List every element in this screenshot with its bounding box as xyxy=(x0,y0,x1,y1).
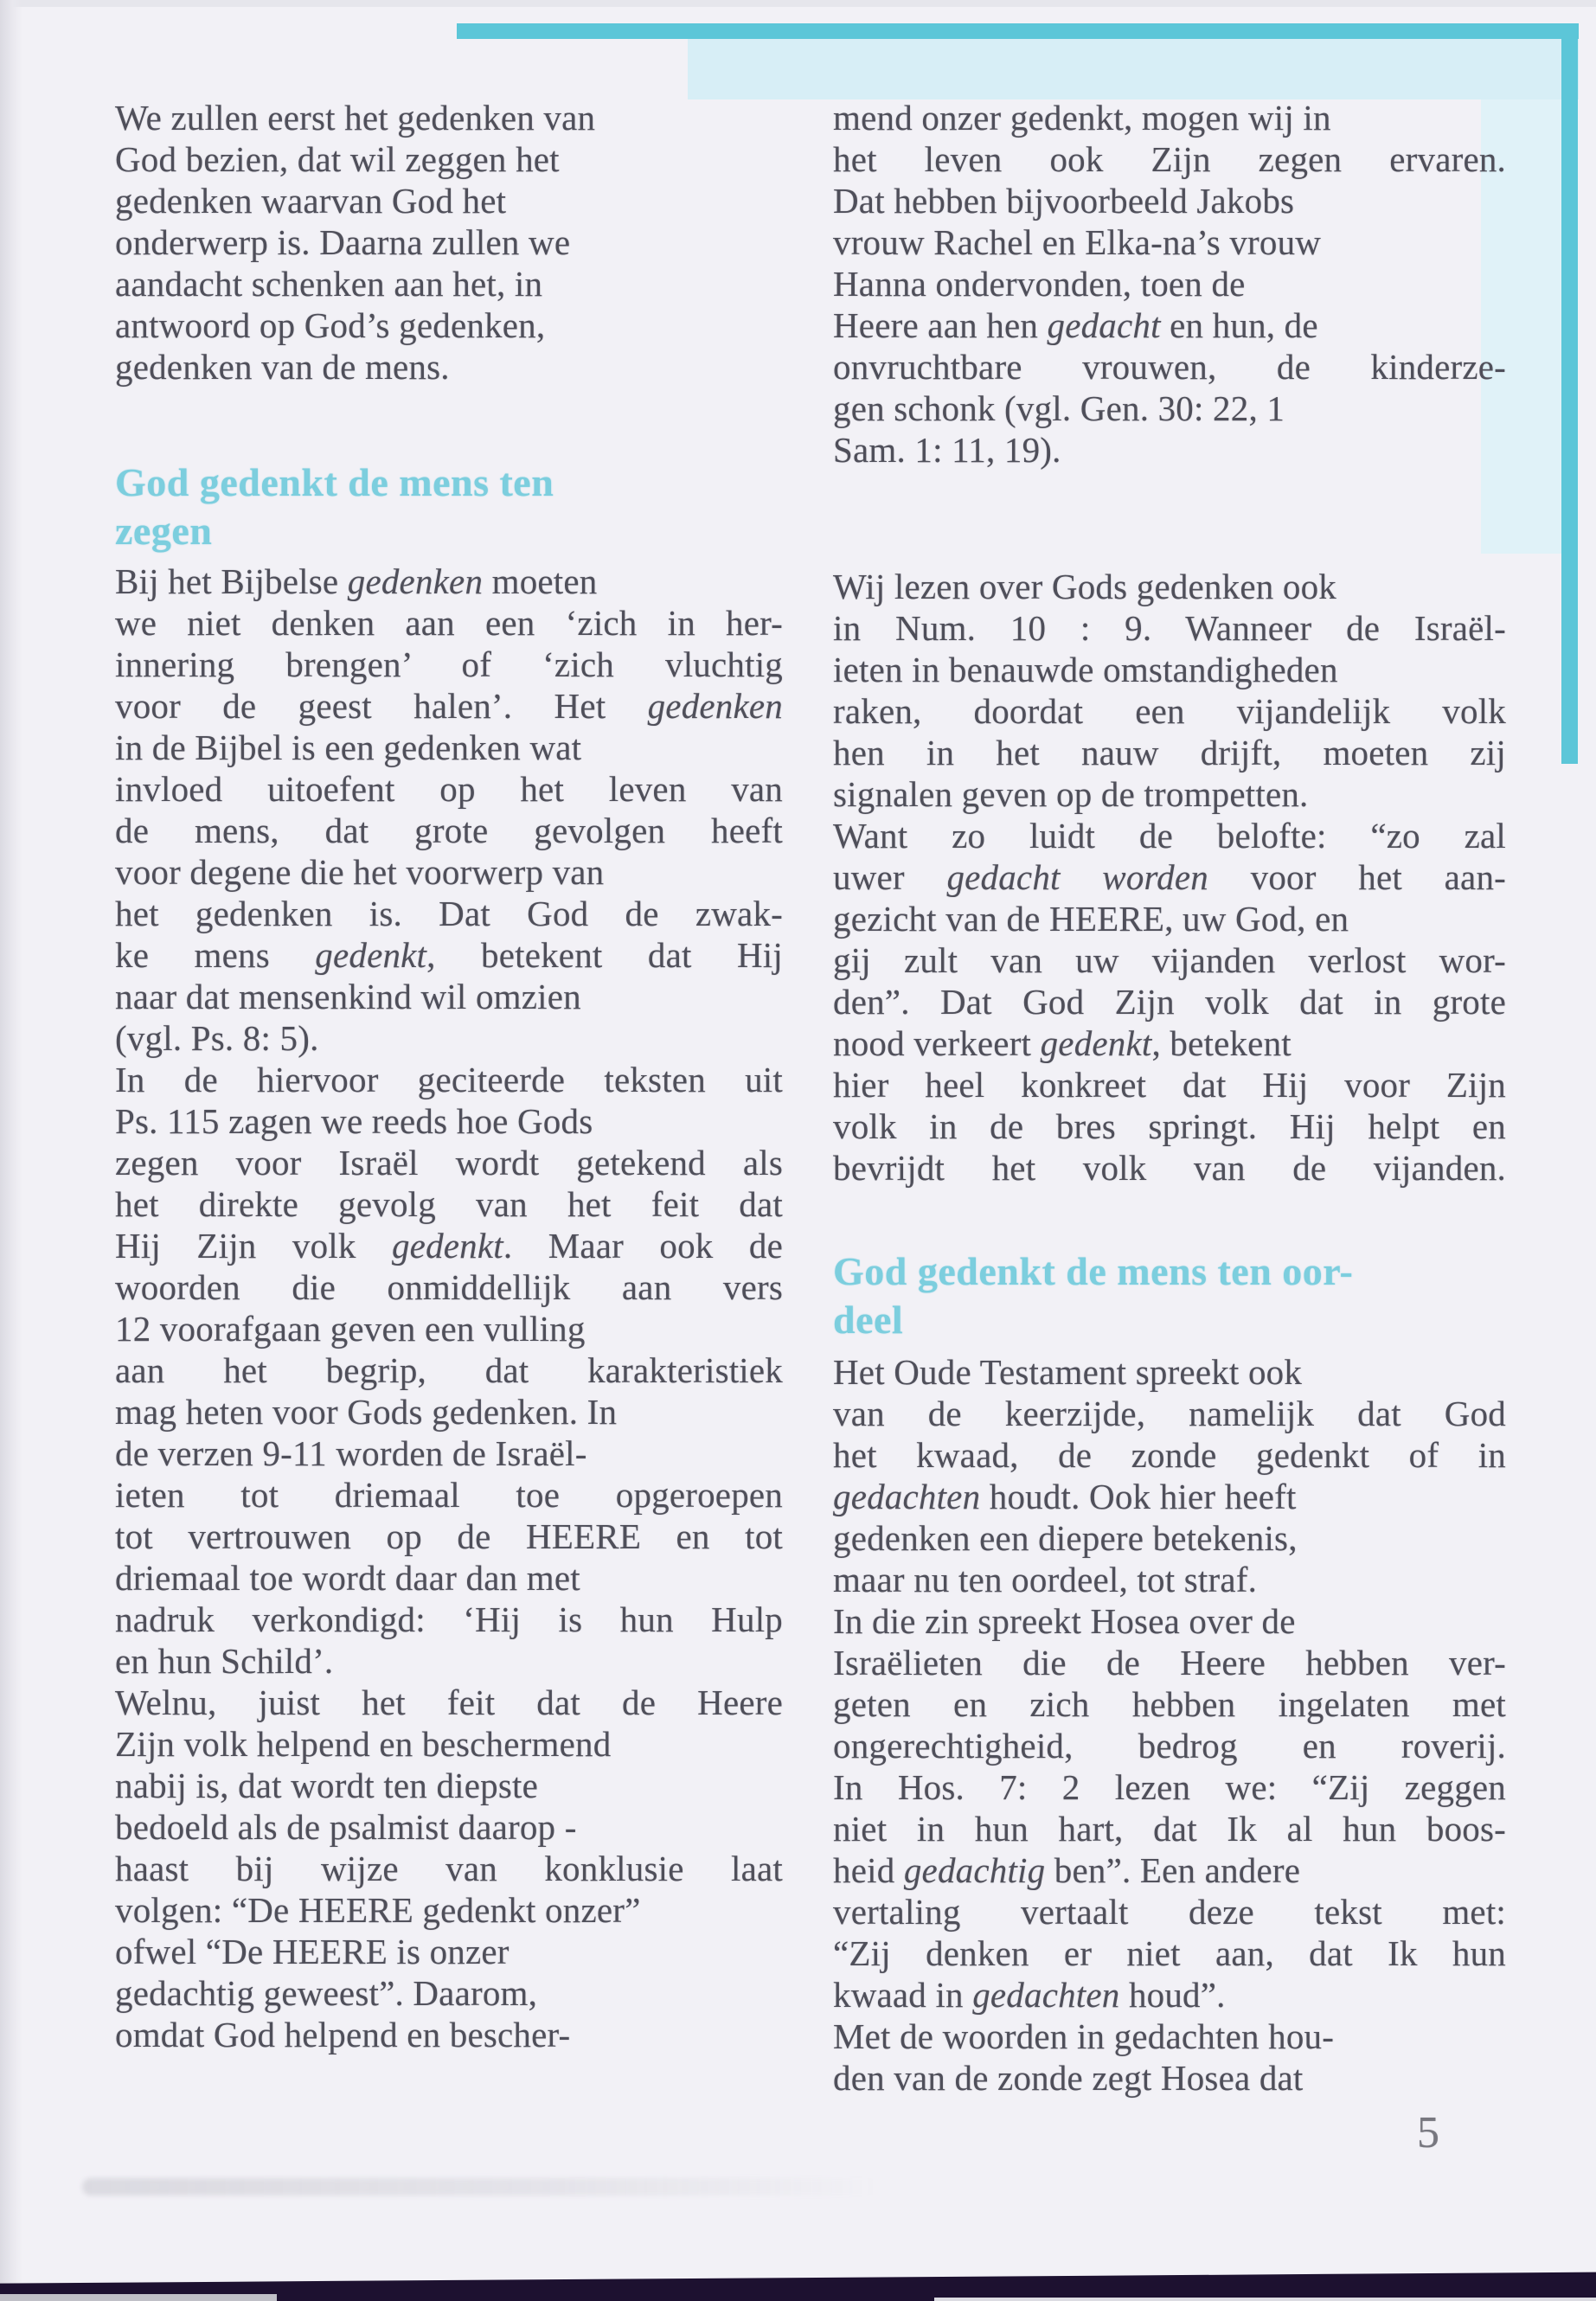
text-line: kwaad in gedachten houd”. xyxy=(833,1975,1226,2015)
text-line: hen in het nauw drijft, moeten zij xyxy=(833,733,1506,772)
text-line: ke mens gedenkt, betekent dat Hij xyxy=(115,935,783,975)
text-line: bedoeld als de psalmist daarop - xyxy=(115,1807,577,1847)
text-line: nood verkeert gedenkt, betekent xyxy=(833,1023,1292,1063)
text-line: den”. Dat God Zijn volk dat in grote xyxy=(833,982,1506,1022)
text-line: volk in de bres springt. Hij helpt en xyxy=(833,1106,1506,1146)
text-line: nadruk verkondigd: ‘Hij is hun Hulp xyxy=(115,1599,783,1639)
decor-teal-top-bar xyxy=(457,23,1579,39)
heading-line: God gedenkt de mens ten xyxy=(115,460,554,504)
paragraph-intro xyxy=(115,97,783,388)
text-line: omdat God helpend en bescher- xyxy=(115,2015,571,2054)
text-line: Hanna ondervonden, toen de xyxy=(833,264,1246,304)
text-line: woorden die onmiddellijk aan vers xyxy=(115,1267,783,1307)
text-line: naar dat mensenkind wil omzien xyxy=(115,977,581,1016)
text-line: driemaal toe wordt daar dan met xyxy=(115,1558,580,1598)
text-line: volgen: “De HEERE gedenkt onzer” xyxy=(115,1890,641,1930)
text-line: de mens, dat grote gevolgen heeft xyxy=(115,811,783,850)
text-line: signalen geven op de trompetten. xyxy=(833,774,1309,814)
text-line: Het Oude Testament spreekt ook xyxy=(833,1352,1303,1392)
section-heading-god-gedenkt-ten-oordeel xyxy=(833,1247,1506,1344)
paragraph-num-10-9 xyxy=(833,566,1506,1189)
text-line: onvruchtbare vrouwen, de kinderze- xyxy=(833,347,1506,387)
text-line: Met de woorden in gedachten hou- xyxy=(833,2016,1335,2056)
text-line: innering brengen’ of ‘zich vluchtig xyxy=(115,644,783,684)
text-line: voor de geest halen’. Het gedenken xyxy=(115,686,783,726)
paragraph-continuation xyxy=(833,97,1506,471)
heading-line: zegen xyxy=(115,509,213,553)
text-line: Welnu, juist het feit dat de Heere xyxy=(115,1682,783,1722)
text-line: de verzen 9-11 worden de Israël- xyxy=(115,1433,587,1473)
text-line: we niet denken aan een ‘zich in her- xyxy=(115,603,783,643)
heading-line: God gedenkt de mens ten oor- xyxy=(833,1249,1354,1293)
text-line: hier heel konkreet dat Hij voor Zijn xyxy=(833,1065,1506,1105)
text-line: In die zin spreekt Hosea over de xyxy=(833,1601,1296,1641)
text-line: maar nu ten oordeel, tot straf. xyxy=(833,1560,1258,1599)
text-line: Heere aan hen gedacht en hun, de xyxy=(833,305,1318,345)
text-line: In de hiervoor geciteerde teksten uit xyxy=(115,1060,783,1099)
text-line: ieten in benauwde omstandigheden xyxy=(833,650,1338,689)
text-line: raken, doordat een vijandelijk volk xyxy=(833,691,1506,731)
text-line: mag heten voor Gods gedenken. In xyxy=(115,1392,618,1432)
text-line: voor degene die het voorwerp van xyxy=(115,852,605,892)
text-line: (vgl. Ps. 8: 5). xyxy=(115,1018,319,1058)
text-line: van de keerzijde, namelijk dat God xyxy=(833,1394,1506,1433)
left-column xyxy=(115,97,783,2055)
text-line: Israëlieten die de Heere hebben ver- xyxy=(833,1643,1506,1682)
text-line: gedachten houdt. Ook hier heeft xyxy=(833,1477,1297,1516)
text-line: ofwel “De HEERE is onzer xyxy=(115,1932,510,1971)
text-line: bevrijdt het volk van de vijanden. xyxy=(833,1148,1506,1188)
text-line: aandacht schenken aan het, in xyxy=(115,264,543,304)
text-line: Hij Zijn volk gedenkt. Maar ook de xyxy=(115,1226,783,1266)
text-line: “Zij denken er niet aan, dat Ik hun xyxy=(833,1933,1506,1973)
text-line: antwoord op God’s gedenken, xyxy=(115,305,546,345)
paragraph-body-right xyxy=(833,1351,1506,2099)
text-line: Want zo luidt de belofte: “zo zal xyxy=(833,816,1506,856)
text-line: gedenken een diepere betekenis, xyxy=(833,1518,1298,1558)
scan-top-edge xyxy=(0,0,1596,7)
text-line: gedachtig geweest”. Daarom, xyxy=(115,1973,538,2013)
text-line: den van de zonde zegt Hosea dat xyxy=(833,2058,1304,2098)
text-line: het kwaad, de zonde gedenkt of in xyxy=(833,1435,1506,1475)
text-line: God bezien, dat wil zeggen het xyxy=(115,139,560,179)
text-line: heid gedachtig ben”. Een andere xyxy=(833,1850,1301,1890)
text-line: Bij het Bijbelse gedenken moeten xyxy=(115,561,598,601)
text-line: nabij is, dat wordt ten diepste xyxy=(115,1766,538,1805)
text-line: gij zult van uw vijanden verlost wor- xyxy=(833,940,1506,980)
text-line: geten en zich hebben ingelaten met xyxy=(833,1684,1506,1724)
text-line: We zullen eerst het gedenken van xyxy=(115,98,596,138)
section-heading-god-gedenkt-ten-zegen xyxy=(115,458,783,555)
text-line: ongerechtigheid, bedrog en roverij. xyxy=(833,1726,1506,1766)
text-line: uwer gedacht worden voor het aan- xyxy=(833,857,1506,897)
text-line: Wij lezen over Gods gedenken ook xyxy=(833,567,1336,606)
text-line: Dat hebben bijvoorbeeld Jakobs xyxy=(833,181,1295,221)
text-line: gezicht van de HEERE, uw God, en xyxy=(833,899,1349,939)
text-line: gedenken waarvan God het xyxy=(115,181,507,221)
scan-bottom-strip-right xyxy=(934,2298,1596,2301)
text-line: invloed uitoefent op het leven van xyxy=(115,769,783,809)
paragraph-body-left xyxy=(115,561,783,2055)
text-line: vrouw Rachel en Elka-na’s vrouw xyxy=(833,222,1322,262)
scan-smudge xyxy=(82,2178,878,2195)
text-line: In Hos. 7: 2 lezen we: “Zij zeggen xyxy=(833,1767,1506,1807)
text-line: Zijn volk helpend en beschermend xyxy=(115,1724,612,1764)
heading-line: deel xyxy=(833,1298,904,1342)
text-line: vertaling vertaalt deze tekst met: xyxy=(833,1892,1506,1932)
text-line: ieten tot driemaal toe opgeroepen xyxy=(115,1475,783,1515)
text-line: mend onzer gedenkt, mogen wij in xyxy=(833,98,1331,138)
text-line: gen schonk (vgl. Gen. 30: 22, 1 xyxy=(833,388,1285,428)
text-line: het leven ook Zijn zegen ervaren. xyxy=(833,139,1506,179)
right-column xyxy=(833,97,1506,2099)
text-line: in de Bijbel is een gedenken wat xyxy=(115,727,582,767)
text-line: onderwerp is. Daarna zullen we xyxy=(115,222,571,262)
scan-left-edge xyxy=(0,0,22,2301)
text-line: het gedenken is. Dat God de zwak- xyxy=(115,894,783,933)
text-line: Ps. 115 zagen we reeds hoe Gods xyxy=(115,1101,593,1141)
scan-bottom-strip-left xyxy=(0,2294,277,2301)
text-line: in Num. 10 : 9. Wanneer de Israël- xyxy=(833,608,1506,648)
text-line: gedenken van de mens. xyxy=(115,347,450,387)
text-line: tot vertrouwen op de HEERE en tot xyxy=(115,1516,783,1556)
text-line: 12 voorafgaan geven een vulling xyxy=(115,1309,586,1349)
text-line: aan het begrip, dat karakteristiek xyxy=(115,1350,783,1390)
text-line: Sam. 1: 11, 19). xyxy=(833,430,1061,470)
text-line: niet in hun hart, dat Ik al hun boos- xyxy=(833,1809,1506,1849)
page-number: 5 xyxy=(1417,2108,1439,2157)
decor-teal-right-bar xyxy=(1561,23,1578,764)
text-line: het direkte gevolg van het feit dat xyxy=(115,1184,783,1224)
text-line: zegen voor Israël wordt getekend als xyxy=(115,1143,783,1183)
text-line: haast bij wijze van konklusie laat xyxy=(115,1849,783,1888)
text-line: en hun Schild’. xyxy=(115,1641,334,1681)
decor-light-cyan-band xyxy=(688,39,1579,99)
